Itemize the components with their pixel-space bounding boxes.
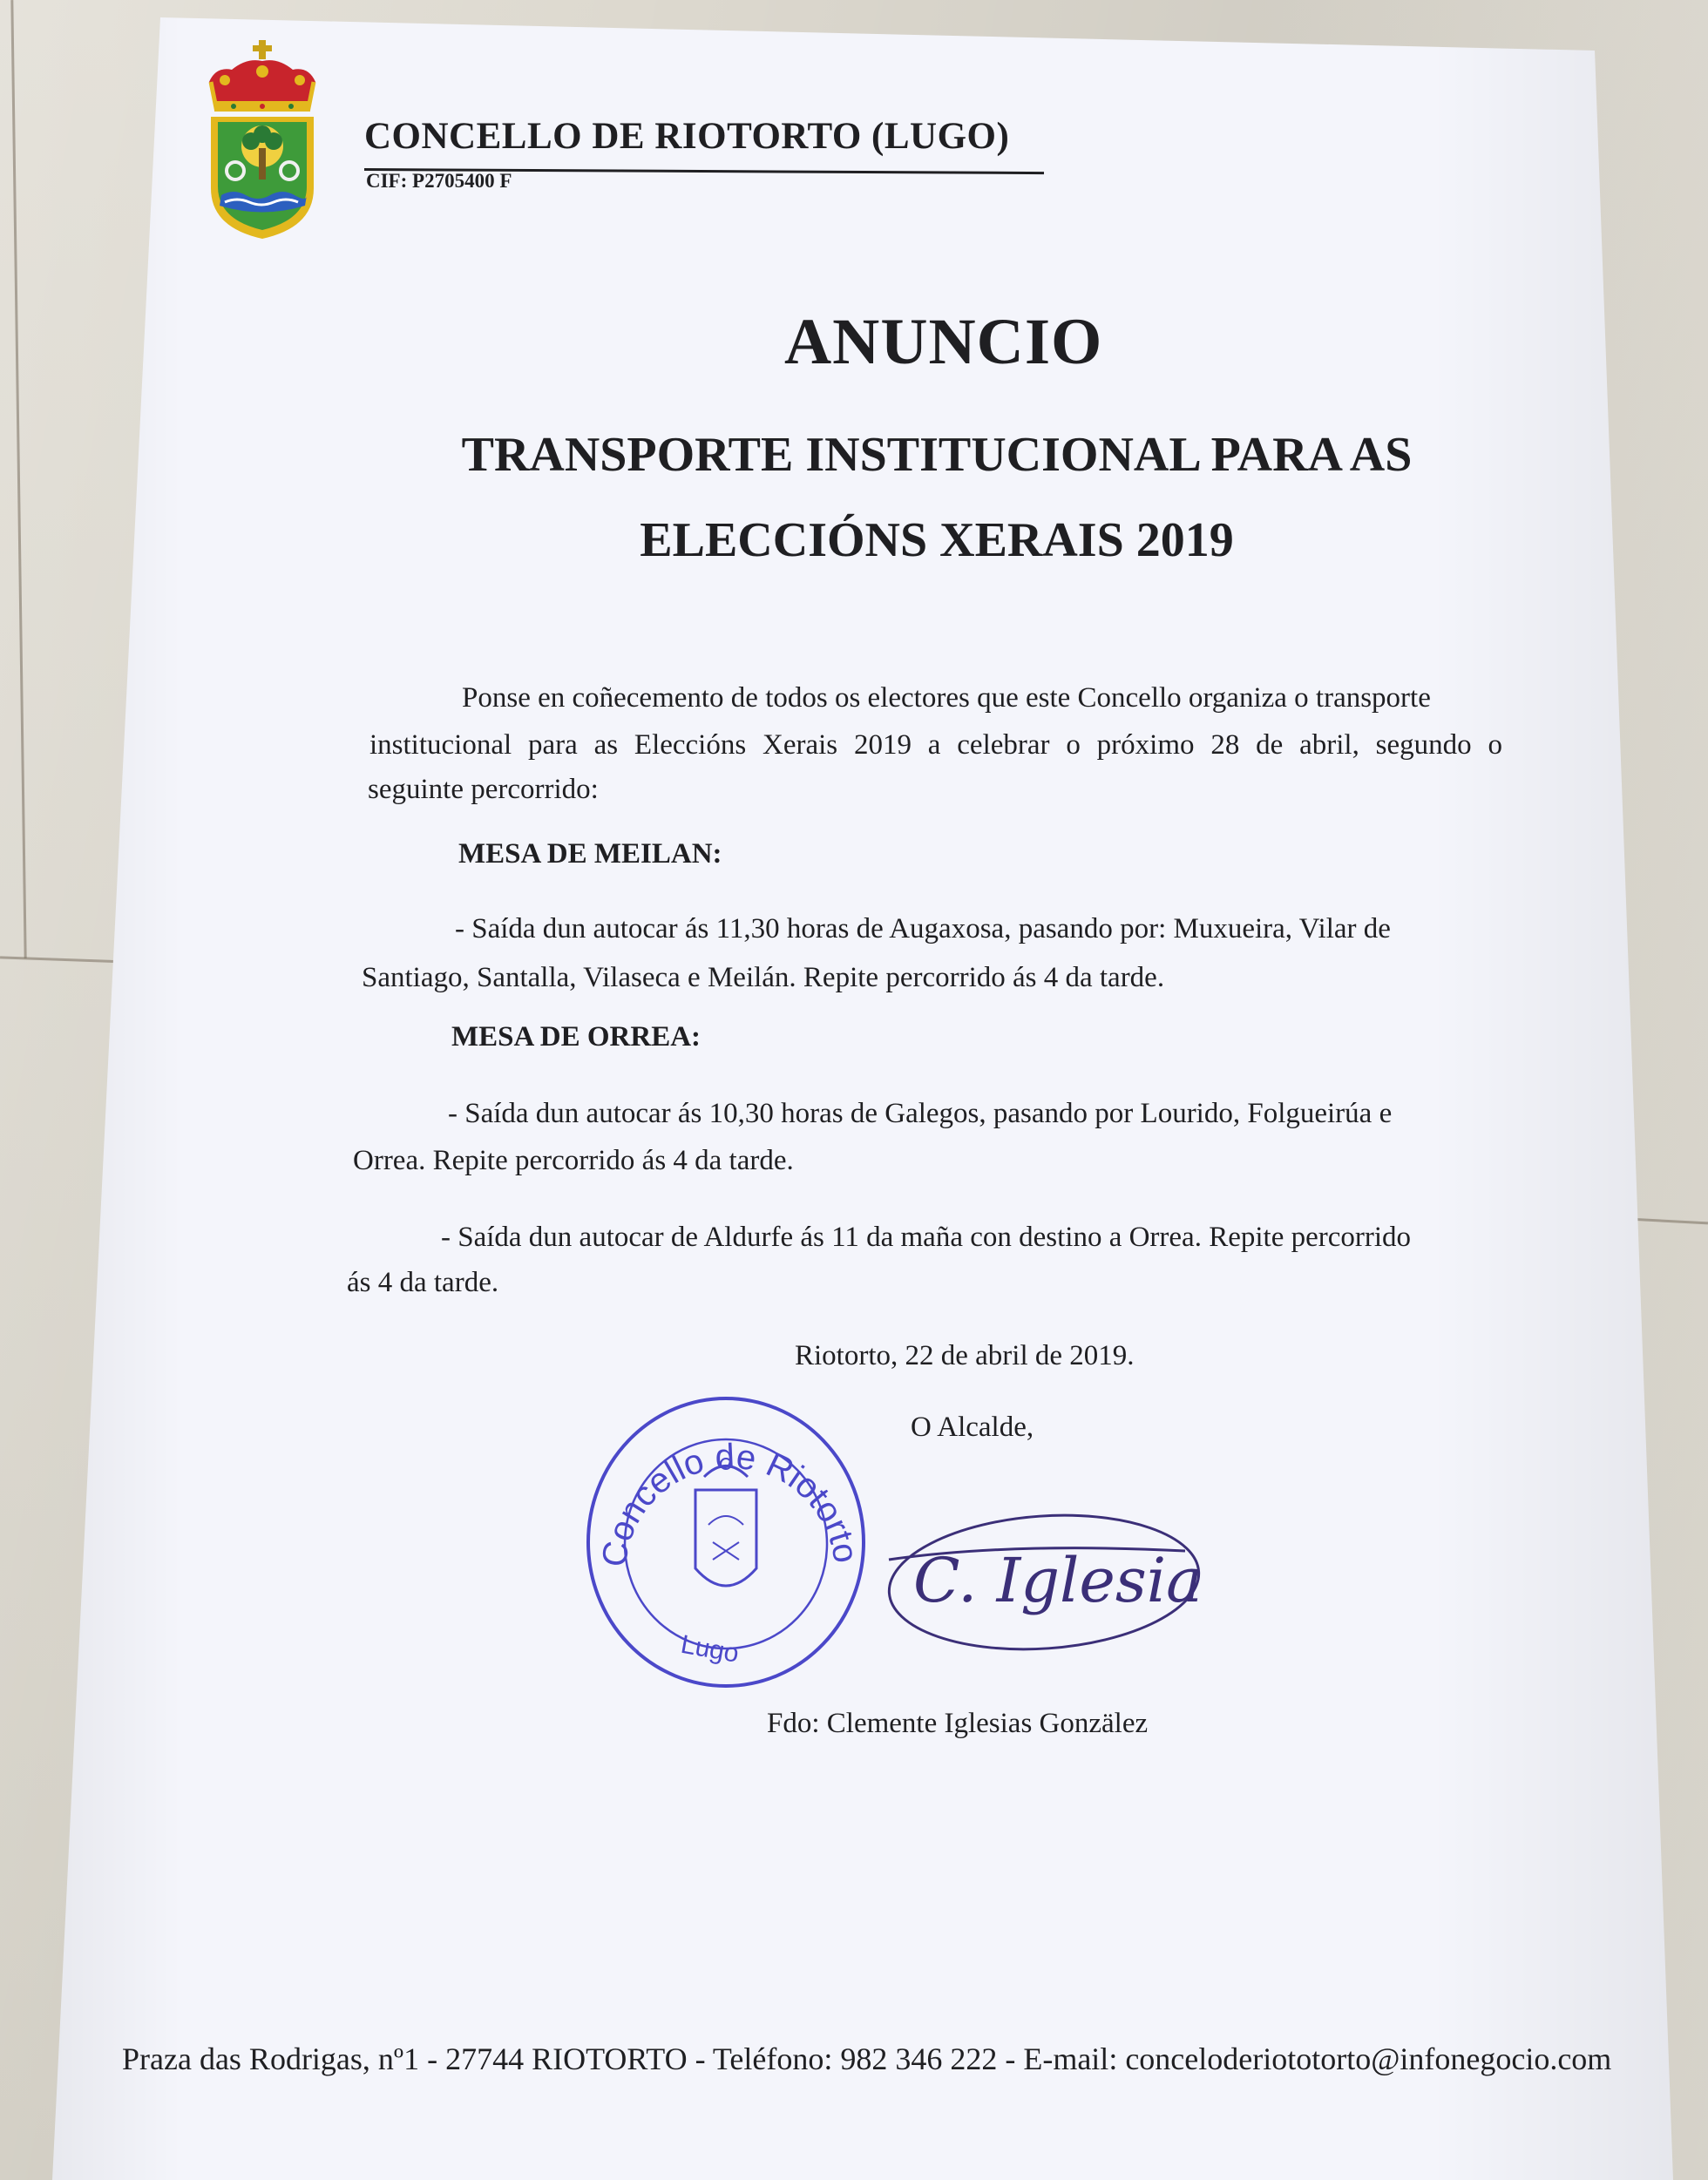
signatory-role: O Alcalde, — [911, 1412, 1034, 1443]
orrea-route-2-line-2: ás 4 da tarde. — [347, 1267, 499, 1298]
mayor-signature — [880, 1499, 1211, 1664]
official-stamp — [582, 1394, 870, 1690]
orrea-route-2-line-1: - Saída dun autocar de Aldurfe ás 11 da maña con destino a Orrea. Repite percorrido — [441, 1222, 1412, 1253]
orrea-route-1-line-1: - Saída dun autocar ás 10,30 horas de Galegos, pasando por Lourido, Folgueirúa e — [448, 1098, 1393, 1129]
floor-tile-seam — [10, 0, 26, 958]
meilan-route-line-2: Santiago, Santalla, Vilaseca e Meilán. Repite percorrido ás 4 da tarde. — [362, 962, 1165, 993]
floor-tile-seam — [1630, 1218, 1708, 1225]
notice-subtitle-line-1: TRANSPORTE INSTITUCIONAL PARA AS — [461, 428, 1413, 482]
organization-name: CONCELLO DE RIOTORTO (LUGO) — [364, 116, 1010, 157]
signed-by: Fdo: Clemente Iglesias Gonzälez — [767, 1708, 1149, 1739]
notice-title: ANUNCIO — [784, 306, 1103, 378]
orrea-heading: MESA DE ORREA: — [451, 1021, 702, 1053]
intro-line-1: Ponse en coñecemento de todos os electores que este Concello organiza o transporte — [462, 682, 1431, 714]
coat-of-arms-icon — [199, 40, 326, 240]
svg-text:C. Iglesia: C. Iglesia — [913, 1545, 1203, 1616]
svg-text:Lugo: Lugo — [678, 1629, 742, 1669]
footer-address: Praza das Rodrigas, nº1 - 27744 RIOTORTO - Teléfono: 982 346 222 - E-mail: conceloderiototorto@infonegocio.com — [122, 2041, 1612, 2076]
intro-line-2: institucional para as Eleccións Xerais 2019 a celebrar o próximo 28 de abril, segundo o — [369, 729, 1502, 761]
meilan-route-line-1: - Saída dun autocar ás 11,30 horas de Augaxosa, pasando por: Muxueira, Vilar de — [455, 913, 1391, 944]
meilan-heading: MESA DE MEILAN: — [458, 838, 722, 870]
orrea-route-1-line-2: Orrea. Repite percorrido ás 4 da tarde. — [353, 1145, 794, 1176]
notice-subtitle-line-2: ELECCIÓNS XERAIS 2019 — [640, 513, 1234, 567]
svg-text:Concello de Riotorto: Concello de Riotorto — [594, 1437, 865, 1570]
organization-cif: CIF: P2705400 F — [366, 170, 512, 192]
date-and-place: Riotorto, 22 de abril de 2019. — [795, 1340, 1135, 1371]
floor-tile-seam — [0, 956, 131, 963]
intro-line-3: seguinte percorrido: — [368, 774, 599, 805]
